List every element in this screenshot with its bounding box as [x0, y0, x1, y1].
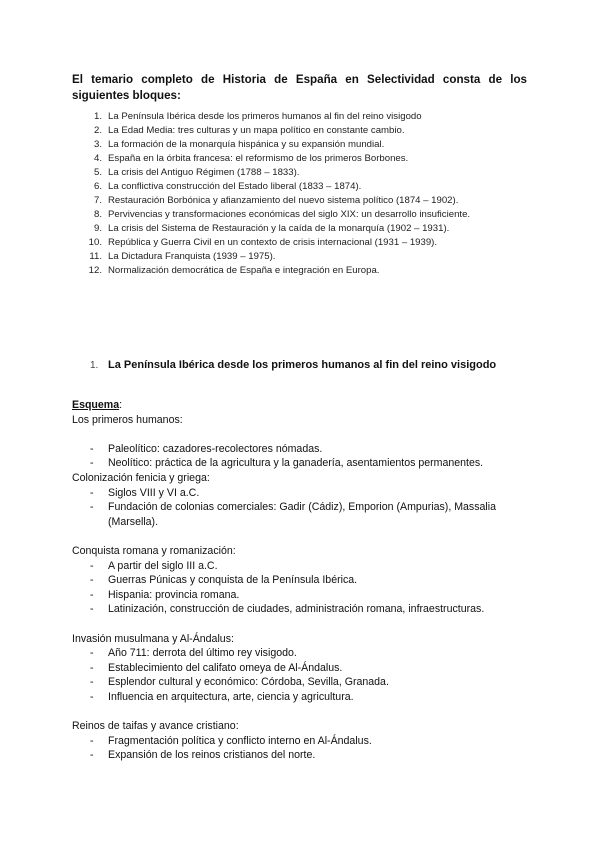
outline-group: [72, 632, 532, 705]
syllabus-item: [82, 250, 532, 264]
item-number: 4.: [93, 153, 102, 164]
syllabus-item: [82, 110, 532, 124]
bullet-item: [72, 588, 532, 603]
item-text: La Península Ibérica desde los primeros humanos al fin del reino visigodo: [108, 111, 422, 122]
group-heading: Conquista romana y romanización:: [72, 544, 236, 557]
bullet-item: [72, 675, 532, 690]
syllabus-item: [82, 180, 532, 194]
section-heading: [90, 358, 530, 373]
item-number: 6.: [93, 181, 102, 192]
bullet-text: Hispania: provincia romana.: [108, 588, 240, 601]
item-text: Restauración Borbónica y afianzamiento del nuevo sistema político (1874 – 1902).: [108, 195, 459, 206]
intro-paragraph: El temario completo de Historia de España en Selectividad consta de los siguientes bloques:: [72, 73, 527, 102]
bullet-text: Guerras Púnicas y conquista de la Península Ibérica.: [108, 574, 358, 587]
syllabus-list: [82, 110, 532, 278]
dash-marker: -: [90, 661, 94, 674]
bullet-list: [72, 442, 532, 471]
spacer: [72, 617, 532, 632]
bullet-item: [72, 646, 532, 661]
dash-marker: -: [90, 676, 94, 689]
dash-marker: -: [90, 603, 94, 616]
bullet-item: [72, 573, 532, 588]
item-number: 2.: [93, 125, 102, 136]
bullet-item: [72, 748, 532, 763]
bullet-item: [72, 661, 532, 676]
group-heading: Colonización fenicia y griega:: [72, 471, 210, 484]
bullet-list: [72, 559, 532, 617]
syllabus-item: [82, 264, 532, 278]
item-number: 5.: [93, 167, 102, 178]
item-number: 3.: [93, 139, 102, 150]
bullet-text: Fundación de colonias comerciales: Gadir (Cádiz), Emporion (Ampurias), Massalia (Marsella).: [108, 501, 497, 528]
group-heading: Invasión musulmana y Al-Ándalus:: [72, 632, 234, 645]
dash-marker: -: [90, 647, 94, 660]
section-number: 1.: [90, 360, 99, 371]
bullet-text: Esplendor cultural y económico: Córdoba, Sevilla, Granada.: [108, 676, 389, 689]
outline-group: [72, 471, 532, 529]
bullet-item: [72, 500, 532, 529]
item-number: 8.: [93, 209, 102, 220]
outline-group: [72, 719, 532, 763]
bullet-text: A partir del siglo III a.C.: [108, 559, 218, 572]
group-heading: Reinos de taifas y avance cristiano:: [72, 720, 239, 733]
item-text: La conflictiva construcción del Estado liberal (1833 – 1874).: [108, 181, 362, 192]
bullet-list: [72, 646, 532, 704]
item-text: España en la órbita francesa: el reformismo de los primeros Borbones.: [108, 153, 409, 164]
bullet-item: [72, 456, 532, 471]
syllabus-item: [82, 222, 532, 236]
dash-marker: -: [90, 457, 94, 470]
spacer: [72, 529, 532, 544]
esquema-colon: :: [119, 399, 123, 411]
bullet-item: [72, 734, 532, 749]
item-number: 12.: [88, 265, 102, 276]
esquema-label: Esquema: [72, 399, 120, 411]
bullet-item: [72, 690, 532, 705]
dash-marker: -: [90, 442, 94, 455]
bullet-text: Establecimiento del califato omeya de Al-Ándalus.: [108, 661, 343, 674]
item-number: 7.: [93, 195, 102, 206]
syllabus-item: [82, 208, 532, 222]
bullet-list: [72, 734, 532, 763]
esquema-heading: [72, 398, 532, 413]
dash-marker: -: [90, 559, 94, 572]
item-number: 10.: [88, 237, 102, 248]
bullet-text: Siglos VIII y VI a.C.: [108, 486, 200, 499]
syllabus-item: [82, 138, 532, 152]
syllabus-item: [82, 236, 532, 250]
item-number: 9.: [93, 223, 102, 234]
item-text: La Dictadura Franquista (1939 – 1975).: [108, 251, 276, 262]
bullet-text: Latinización, construcción de ciudades, administración romana, infraestructuras.: [108, 603, 485, 616]
item-text: Normalización democrática de España e integración en Europa.: [108, 265, 380, 276]
bullet-text: Fragmentación política y conflicto interno en Al-Ándalus.: [108, 734, 372, 747]
dash-marker: -: [90, 486, 94, 499]
spacer: [72, 427, 532, 442]
bullet-item: [72, 602, 532, 617]
bullet-text: Año 711: derrota del último rey visigodo.: [108, 647, 297, 660]
item-text: Pervivencias y transformaciones económicas del siglo XIX: un desarrollo insuficiente.: [108, 209, 471, 220]
dash-marker: -: [90, 690, 94, 703]
outline-group: [72, 544, 532, 617]
syllabus-item: [82, 166, 532, 180]
outline-group: [72, 413, 532, 471]
item-text: República y Guerra Civil en un contexto de crisis internacional (1931 – 1939).: [108, 237, 438, 248]
item-number: 11.: [89, 251, 102, 262]
dash-marker: -: [90, 501, 94, 514]
bullet-item: [72, 486, 532, 501]
bullet-text: Neolítico: práctica de la agricultura y la ganadería, asentamientos permanentes.: [108, 457, 484, 470]
group-heading: Los primeros humanos:: [72, 413, 183, 426]
item-text: La crisis del Sistema de Restauración y la caída de la monarquía (1902 – 1931).: [108, 223, 450, 234]
item-text: La Edad Media: tres culturas y un mapa político en constante cambio.: [108, 125, 405, 136]
dash-marker: -: [90, 749, 94, 762]
syllabus-item: [82, 194, 532, 208]
syllabus-item: [82, 152, 532, 166]
bullet-text: Paleolítico: cazadores-recolectores nómadas.: [108, 442, 323, 455]
outline-body: [72, 398, 532, 763]
dash-marker: -: [90, 588, 94, 601]
item-text: La crisis del Antiguo Régimen (1788 – 1833).: [108, 167, 300, 178]
dash-marker: -: [90, 734, 94, 747]
syllabus-item: [82, 124, 532, 138]
item-number: 1.: [93, 111, 102, 122]
bullet-item: [72, 442, 532, 457]
item-text: La formación de la monarquía hispánica y su expansión mundial.: [108, 139, 385, 150]
bullet-text: Expansión de los reinos cristianos del norte.: [108, 749, 316, 762]
section-title: La Península Ibérica desde los primeros humanos al fin del reino visigodo: [108, 359, 497, 371]
bullet-list: [72, 486, 532, 530]
bullet-text: Influencia en arquitectura, arte, ciencia y agricultura.: [108, 690, 354, 703]
bullet-item: [72, 559, 532, 574]
spacer: [72, 704, 532, 719]
dash-marker: -: [90, 574, 94, 587]
